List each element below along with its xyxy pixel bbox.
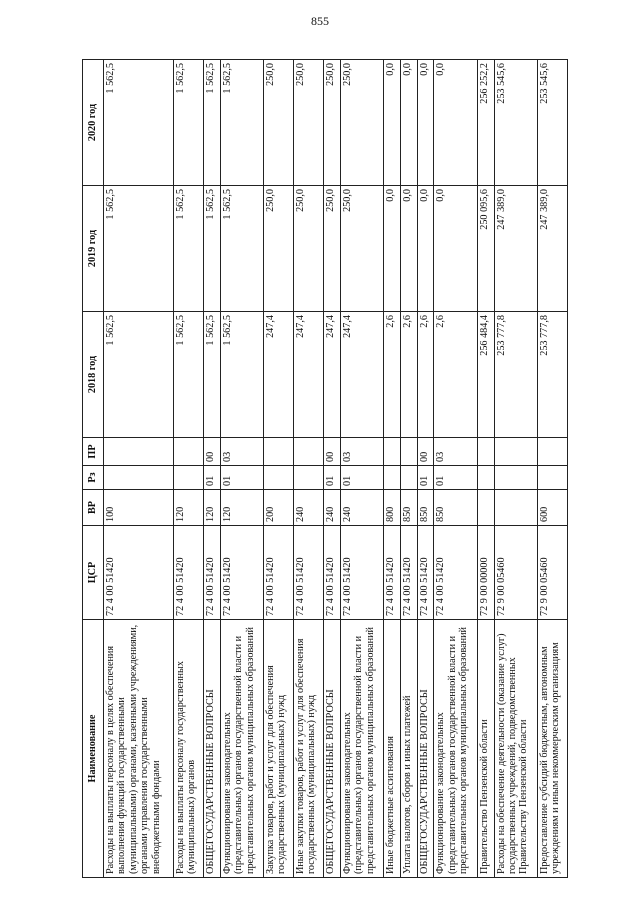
cell-name: ОБЩЕГОСУДАРСТВЕННЫЕ ВОПРОСЫ [324, 620, 341, 878]
cell-2020: 1 562,5 [104, 60, 174, 186]
cell-vr: 240 [294, 490, 324, 526]
cell-name: Иные бюджетные ассигнования [384, 620, 401, 878]
cell-vr: 200 [264, 490, 294, 526]
header-vr: ВР [83, 490, 104, 526]
table-row [417, 60, 434, 878]
cell-2019: 250 095,6 [477, 186, 494, 312]
cell-2019: 250,0 [294, 186, 324, 312]
cell-2020: 250,0 [294, 60, 324, 186]
cell-name: Иные закупки товаров, работ и услуг для обеспечения государственных (муниципальных) нужд [294, 620, 324, 878]
table-row [494, 60, 537, 878]
table-row [384, 60, 401, 878]
cell-2019: 0,0 [384, 186, 401, 312]
cell-name: Предоставление субсидий бюджетным, автономным учреждениям и иным некоммерческим организациям [537, 620, 567, 878]
cell-rz [400, 466, 417, 490]
cell-2020: 256 252,2 [477, 60, 494, 186]
cell-csr: 72 4 00 51420 [434, 526, 477, 620]
cell-csr: 72 4 00 51420 [294, 526, 324, 620]
cell-vr: 120 [220, 490, 263, 526]
table-row [104, 60, 174, 878]
table-row [324, 60, 341, 878]
cell-name: Функционирование законодательных (представительных) органов государственной власти и представительных органов муниципальных образований [340, 620, 383, 878]
cell-csr: 72 9 00 05460 [494, 526, 537, 620]
cell-2020: 250,0 [340, 60, 383, 186]
cell-csr: 72 4 00 51420 [203, 526, 220, 620]
cell-2020: 0,0 [417, 60, 434, 186]
cell-2018: 1 562,5 [220, 312, 263, 438]
cell-vr: 600 [537, 490, 567, 526]
cell-pr [384, 438, 401, 466]
cell-2018: 2,6 [434, 312, 477, 438]
cell-2019: 250,0 [264, 186, 294, 312]
cell-rz [294, 466, 324, 490]
table-row [477, 60, 494, 878]
cell-2019: 250,0 [324, 186, 341, 312]
cell-2019: 1 562,5 [220, 186, 263, 312]
cell-vr: 850 [434, 490, 477, 526]
header-csr: ЦСР [83, 526, 104, 620]
cell-2018: 1 562,5 [203, 312, 220, 438]
cell-2020: 253 545,6 [494, 60, 537, 186]
cell-vr: 850 [400, 490, 417, 526]
cell-2019: 0,0 [400, 186, 417, 312]
cell-2020: 250,0 [264, 60, 294, 186]
cell-2018: 247,4 [294, 312, 324, 438]
cell-vr: 240 [324, 490, 341, 526]
cell-2018: 247,4 [340, 312, 383, 438]
cell-name: Правительство Пензенской области [477, 620, 494, 878]
cell-vr: 100 [104, 490, 174, 526]
cell-name: Расходы на выплаты персоналу государственных (муниципальных) органов [173, 620, 203, 878]
cell-vr [477, 490, 494, 526]
cell-2020: 1 562,5 [173, 60, 203, 186]
table-row [434, 60, 477, 878]
cell-2018: 256 484,4 [477, 312, 494, 438]
cell-2018: 253 777,8 [494, 312, 537, 438]
cell-2020: 1 562,5 [203, 60, 220, 186]
table-row [220, 60, 263, 878]
cell-rz [537, 466, 567, 490]
cell-rz: 01 [417, 466, 434, 490]
cell-name: ОБЩЕГОСУДАРСТВЕННЫЕ ВОПРОСЫ [417, 620, 434, 878]
cell-2019: 1 562,5 [203, 186, 220, 312]
cell-rz: 01 [220, 466, 263, 490]
table-body [104, 60, 568, 878]
cell-rz [477, 466, 494, 490]
cell-name: Закупка товаров, работ и услуг для обеспечения государственных (муниципальных) нужд [264, 620, 294, 878]
table-row [400, 60, 417, 878]
cell-2019: 247 389,0 [537, 186, 567, 312]
cell-2019: 1 562,5 [173, 186, 203, 312]
header-2019: 2019 год [83, 186, 104, 312]
cell-2018: 1 562,5 [173, 312, 203, 438]
cell-2018: 2,6 [417, 312, 434, 438]
cell-name: Расходы на выплаты персоналу в целях обеспечения выполнения функций государственными (муниципальными) органами, казенными учреждениями, органами управления государственными внебюджетными фондами [104, 620, 174, 878]
cell-pr [294, 438, 324, 466]
cell-csr: 72 4 00 51420 [104, 526, 174, 620]
cell-pr [537, 438, 567, 466]
cell-csr: 72 4 00 51420 [220, 526, 263, 620]
cell-2020: 0,0 [434, 60, 477, 186]
cell-2019: 1 562,5 [104, 186, 174, 312]
cell-2018: 247,4 [324, 312, 341, 438]
cell-2018: 247,4 [264, 312, 294, 438]
cell-pr: 03 [434, 438, 477, 466]
cell-vr: 120 [173, 490, 203, 526]
table-row [340, 60, 383, 878]
cell-pr [477, 438, 494, 466]
cell-2018: 2,6 [400, 312, 417, 438]
cell-rz: 01 [324, 466, 341, 490]
cell-vr: 240 [340, 490, 383, 526]
cell-pr: 03 [220, 438, 263, 466]
cell-pr [173, 438, 203, 466]
page-number: 855 [311, 14, 329, 28]
table-row [537, 60, 567, 878]
table-row [203, 60, 220, 878]
cell-rz [104, 466, 174, 490]
cell-csr: 72 4 00 51420 [173, 526, 203, 620]
cell-pr: 00 [417, 438, 434, 466]
budget-table [82, 59, 568, 878]
cell-pr: 00 [324, 438, 341, 466]
header-pr: ПР [83, 438, 104, 466]
cell-name: ОБЩЕГОСУДАРСТВЕННЫЕ ВОПРОСЫ [203, 620, 220, 878]
header-2020: 2020 год [83, 60, 104, 186]
cell-csr: 72 4 00 51420 [417, 526, 434, 620]
cell-2020: 1 562,5 [220, 60, 263, 186]
cell-pr [400, 438, 417, 466]
table-row [173, 60, 203, 878]
cell-csr: 72 9 00 05460 [537, 526, 567, 620]
cell-csr: 72 4 00 51420 [400, 526, 417, 620]
cell-name: Функционирование законодательных (представительных) органов государственной власти и представительных органов муниципальных образований [220, 620, 263, 878]
header-2018: 2018 год [83, 312, 104, 438]
cell-2020: 0,0 [400, 60, 417, 186]
cell-rz [384, 466, 401, 490]
cell-2018: 1 562,5 [104, 312, 174, 438]
header-name: Наименование [83, 620, 104, 878]
header-rz: Рз [83, 466, 104, 490]
cell-pr: 03 [340, 438, 383, 466]
cell-pr [264, 438, 294, 466]
cell-name: Расходы на обеспечение деятельности (оказание услуг) государственных учреждений, подведомственных Правительству Пензенской области [494, 620, 537, 878]
cell-2018: 253 777,8 [537, 312, 567, 438]
table-header-row [83, 60, 104, 878]
cell-csr: 72 4 00 51420 [324, 526, 341, 620]
cell-rz: 01 [203, 466, 220, 490]
cell-csr: 72 4 00 51420 [340, 526, 383, 620]
cell-rz [264, 466, 294, 490]
cell-vr: 850 [417, 490, 434, 526]
cell-vr: 120 [203, 490, 220, 526]
cell-2020: 253 545,6 [537, 60, 567, 186]
cell-vr [494, 490, 537, 526]
cell-pr [104, 438, 174, 466]
cell-2019: 250,0 [340, 186, 383, 312]
cell-rz: 01 [340, 466, 383, 490]
cell-rz [173, 466, 203, 490]
cell-vr: 800 [384, 490, 401, 526]
cell-2019: 247 389,0 [494, 186, 537, 312]
cell-csr: 72 9 00 00000 [477, 526, 494, 620]
rotated-table-container [82, 60, 568, 878]
cell-2019: 0,0 [434, 186, 477, 312]
cell-name: Функционирование законодательных (представительных) органов государственной власти и представительных органов муниципальных образований [434, 620, 477, 878]
table-row [264, 60, 294, 878]
cell-2019: 0,0 [417, 186, 434, 312]
cell-2018: 2,6 [384, 312, 401, 438]
cell-2020: 0,0 [384, 60, 401, 186]
cell-pr [494, 438, 537, 466]
cell-2020: 250,0 [324, 60, 341, 186]
table-row [294, 60, 324, 878]
cell-csr: 72 4 00 51420 [384, 526, 401, 620]
cell-csr: 72 4 00 51420 [264, 526, 294, 620]
cell-rz: 01 [434, 466, 477, 490]
cell-pr: 00 [203, 438, 220, 466]
cell-rz [494, 466, 537, 490]
cell-name: Уплата налогов, сборов и иных платежей [400, 620, 417, 878]
